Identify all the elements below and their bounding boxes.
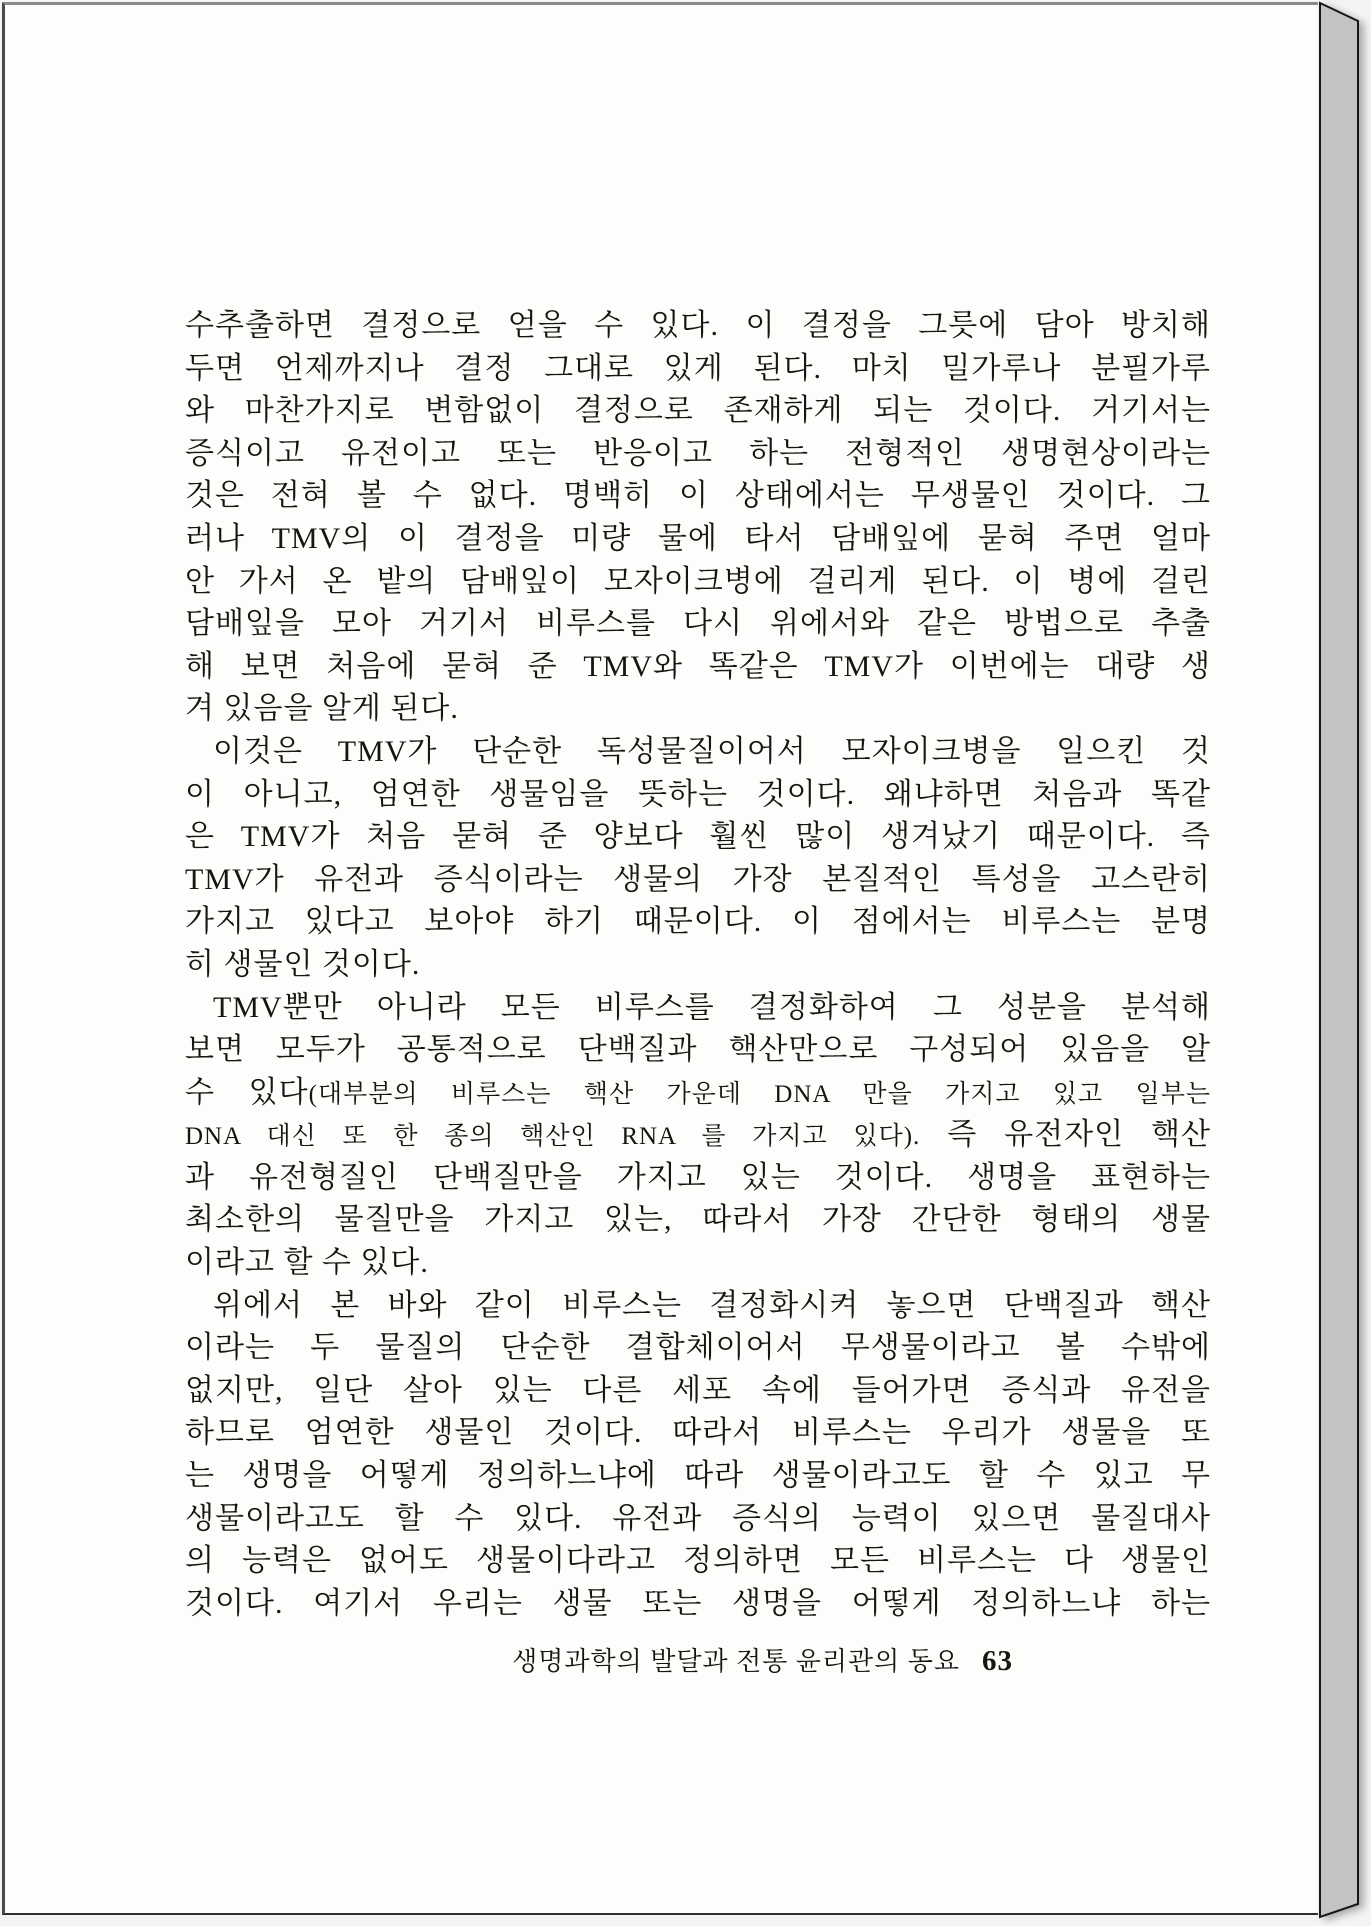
page-footer bbox=[185, 1641, 1013, 1678]
text-line bbox=[185, 731, 1211, 774]
text-run: 담배잎을 모아 거기서 비루스를 다시 위에서와 같은 방법으로 추출 bbox=[185, 607, 1211, 641]
text-line bbox=[185, 1242, 1211, 1285]
text-run: 러나 TMV의 이 결정을 미량 물에 타서 담배잎에 묻혀 주면 얼마 bbox=[185, 521, 1211, 555]
text-line bbox=[185, 1540, 1211, 1583]
text-line bbox=[185, 1029, 1211, 1072]
text-line bbox=[185, 774, 1211, 817]
text-run: 하므로 엄연한 생물인 것이다. 따라서 비루스는 우리가 생물을 또 bbox=[185, 1416, 1211, 1450]
text-run: 이 아니고, 엄연한 생물임을 뜻하는 것이다. 왜냐하면 처음과 똑같 bbox=[185, 777, 1211, 811]
text-run: 안 가서 온 밭의 담배잎이 모자이크병에 걸리게 된다. 이 병에 걸린 bbox=[185, 564, 1211, 598]
text-run: TMV뿐만 아니라 모든 비루스를 결정화하여 그 성분을 분석해 bbox=[213, 990, 1211, 1024]
text-run: 는 생명을 어떻게 정의하느냐에 따라 생물이라고도 할 수 있고 무 bbox=[185, 1459, 1211, 1493]
text-run: 즉 유전자인 핵산 bbox=[920, 1118, 1211, 1152]
text-run: 과 유전형질인 단백질만을 가지고 있는 것이다. 생명을 표현하는 bbox=[185, 1160, 1211, 1194]
text-run: 생물이라고도 할 수 있다. 유전과 증식의 능력이 있으면 물질대사 bbox=[185, 1501, 1211, 1535]
text-line bbox=[185, 1072, 1211, 1115]
text-run: TMV가 유전과 증식이라는 생물의 가장 본질적인 특성을 고스란히 bbox=[185, 862, 1211, 896]
text-run: 와 마찬가지로 변함없이 결정으로 존재하게 되는 것이다. 거기서는 bbox=[185, 394, 1211, 428]
text-block bbox=[185, 305, 1211, 1625]
text-run: 수추출하면 결정으로 얻을 수 있다. 이 결정을 그릇에 담아 방치해 bbox=[185, 309, 1211, 342]
text-run: DNA 대신 또 한 종의 핵산인 RNA 를 가지고 있다). bbox=[185, 1123, 921, 1151]
text-line bbox=[185, 1412, 1211, 1455]
page-number: 63 bbox=[982, 1645, 1013, 1677]
text-line bbox=[185, 603, 1211, 646]
text-line bbox=[185, 1455, 1211, 1498]
text-run: 해 보면 처음에 묻혀 준 TMV와 똑같은 TMV가 이번에는 대량 생 bbox=[185, 649, 1211, 683]
text-run: 수 있다 bbox=[185, 1075, 309, 1109]
text-run: 없지만, 일단 살아 있는 다른 세포 속에 들어가면 증식과 유전을 bbox=[185, 1373, 1211, 1407]
text-line bbox=[185, 518, 1211, 561]
page bbox=[2, 2, 1318, 1915]
text-line bbox=[185, 987, 1211, 1030]
text-line bbox=[185, 1370, 1211, 1413]
text-run: 두면 언제까지나 결정 그대로 있게 된다. 마치 밀가루나 분필가루 bbox=[185, 351, 1211, 385]
text-line bbox=[185, 390, 1211, 433]
text-run: 증식이고 유전이고 또는 반응이고 하는 전형적인 생명현상이라는 bbox=[185, 436, 1211, 470]
text-line bbox=[185, 1114, 1211, 1157]
text-run: 히 생물인 것이다. bbox=[185, 947, 421, 981]
text-line bbox=[185, 1285, 1211, 1328]
text-line bbox=[185, 1583, 1211, 1626]
text-line bbox=[185, 1157, 1211, 1200]
text-run: 겨 있음을 알게 된다. bbox=[185, 692, 459, 726]
text-run: 가지고 있다고 보아야 하기 때문이다. 이 점에서는 비루스는 분명 bbox=[185, 905, 1211, 939]
text-run: 최소한의 물질만을 가지고 있는, 따라서 가장 간단한 형태의 생물 bbox=[185, 1203, 1211, 1237]
text-line bbox=[185, 859, 1211, 902]
text-line bbox=[185, 816, 1211, 859]
text-line bbox=[185, 348, 1211, 391]
text-run: 것은 전혀 볼 수 없다. 명백히 이 상태에서는 무생물인 것이다. 그 bbox=[185, 479, 1211, 513]
text-run: 의 능력은 없어도 생물이다라고 정의하면 모든 비루스는 다 생물인 bbox=[185, 1544, 1211, 1578]
text-run: 은 TMV가 처음 묻혀 준 양보다 훨씬 많이 생겨났기 때문이다. 즉 bbox=[185, 820, 1211, 854]
text-line bbox=[185, 901, 1211, 944]
text-run: 것이다. 여기서 우리는 생물 또는 생명을 어떻게 정의하느냐 하는 bbox=[185, 1586, 1211, 1620]
text-line bbox=[185, 646, 1211, 689]
text-line bbox=[185, 1199, 1211, 1242]
text-run: 위에서 본 바와 같이 비루스는 결정화시켜 놓으면 단백질과 핵산 bbox=[213, 1288, 1211, 1322]
text-line bbox=[185, 688, 1211, 731]
text-run: (대부분의 비루스는 핵산 가운데 DNA 만을 가지고 있고 일부는 bbox=[308, 1080, 1211, 1108]
text-line bbox=[185, 433, 1211, 476]
text-run: 이라고 할 수 있다. bbox=[185, 1246, 429, 1280]
text-run: 보면 모두가 공통적으로 단백질과 핵산만으로 구성되어 있음을 알 bbox=[185, 1033, 1211, 1067]
text-line bbox=[185, 1498, 1211, 1541]
text-run: 이것은 TMV가 단순한 독성물질이어서 모자이크병을 일으킨 것 bbox=[213, 734, 1211, 768]
text-run: 이라는 두 물질의 단순한 결합체이어서 무생물이라고 볼 수밖에 bbox=[185, 1331, 1211, 1365]
text-line bbox=[185, 1327, 1211, 1370]
page-thickness-edge bbox=[1320, 3, 1358, 1917]
running-title: 생명과학의 발달과 전통 윤리관의 동요 bbox=[512, 1647, 960, 1676]
text-line bbox=[185, 305, 1211, 348]
text-line bbox=[185, 475, 1211, 518]
text-line bbox=[185, 561, 1211, 604]
text-line bbox=[185, 944, 1211, 987]
